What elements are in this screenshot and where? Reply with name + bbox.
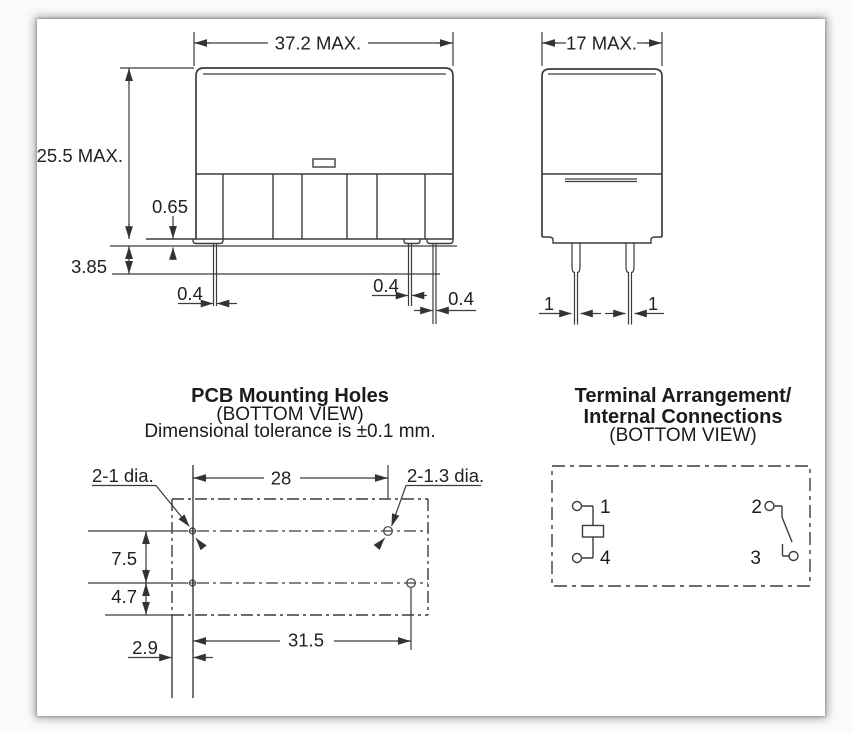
switch-symbol [750,497,798,569]
front-dim-pin-length [71,246,129,277]
side-dim-pin-right-label: 1 [647,293,659,314]
terminal-title-line1: Terminal Arrangement/ [574,385,792,407]
side-dim-pin-left-label: 1 [543,293,555,314]
pcb-label-hole-small: 2-1 dia. [92,465,154,486]
front-dim-standoff [152,196,188,260]
pcb-dim-4-7-label: 4.7 [111,586,137,607]
front-dim-height-label: 25.5 MAX. [36,145,123,166]
pcb-section-subtitle: (BOTTOM VIEW) [216,404,364,425]
pcb-dim-28-label: 28 [270,467,292,489]
pcb-label-hole-large: 2-1.3 dia. [407,465,485,486]
front-dim-standoff-label: 0.65 [151,196,189,217]
front-dim-width [194,32,453,66]
coil-symbol [573,497,612,569]
terminal-1-contact [573,502,582,511]
terminal-3-contact [789,552,798,561]
terminal-2-contact [765,502,774,511]
front-dim-pin-width-middle [372,275,427,296]
terminal-1-label: 1 [600,497,611,518]
pcb-callout-small-holes [92,465,203,547]
pcb-dim-2-9 [128,637,213,658]
pcb-dim-28 [193,465,388,498]
pcb-dim-7-5-label: 7.5 [111,548,137,569]
side-dim-pin-left [539,293,601,314]
terminal-title-line2: Internal Connections [583,406,783,428]
front-dim-pin-width-right [414,288,476,311]
pcb-callout-large-holes [377,465,484,547]
front-dim-pin-length-label: 3.85 [70,256,107,277]
front-label-window [313,159,335,167]
terminal-2-label: 2 [751,497,762,518]
pcb-dim-7-5 [111,531,146,583]
front-dim-pin-width-right-label: 0.4 [448,288,474,309]
front-dim-pin-width-left [177,283,237,304]
switch-blade [782,517,792,542]
pcb-mounting-holes-section [88,385,484,698]
terminal-subtitle: (BOTTOM VIEW) [609,425,757,446]
front-dim-pin-width-left-label: 0.4 [177,283,203,304]
front-dim-width-label: 37.2 MAX. [274,32,362,54]
pcb-dim-4-7 [111,583,146,615]
pcb-section-title: PCB Mounting Holes [191,385,389,407]
pcb-dim-2-9-label: 2.9 [132,637,158,658]
pcb-dim-31-5 [193,588,411,651]
pcb-tolerance-note: Dimensional tolerance is ±0.1 mm. [144,421,436,442]
coil-box [583,526,604,538]
front-view-drawing [37,32,476,324]
pcb-dim-31-5-label: 31.5 [287,629,325,651]
side-dim-width [542,32,662,66]
side-dim-width-label: 17 MAX. [566,32,637,54]
side-dim-pin-right [605,293,664,314]
side-view-drawing [539,32,664,325]
terminal-3-label: 3 [750,548,761,569]
terminal-4-label: 4 [600,548,611,569]
terminal-4-contact [573,554,582,563]
front-dim-pin-width-middle-label: 0.4 [373,275,399,296]
terminal-arrangement-section [552,385,810,586]
